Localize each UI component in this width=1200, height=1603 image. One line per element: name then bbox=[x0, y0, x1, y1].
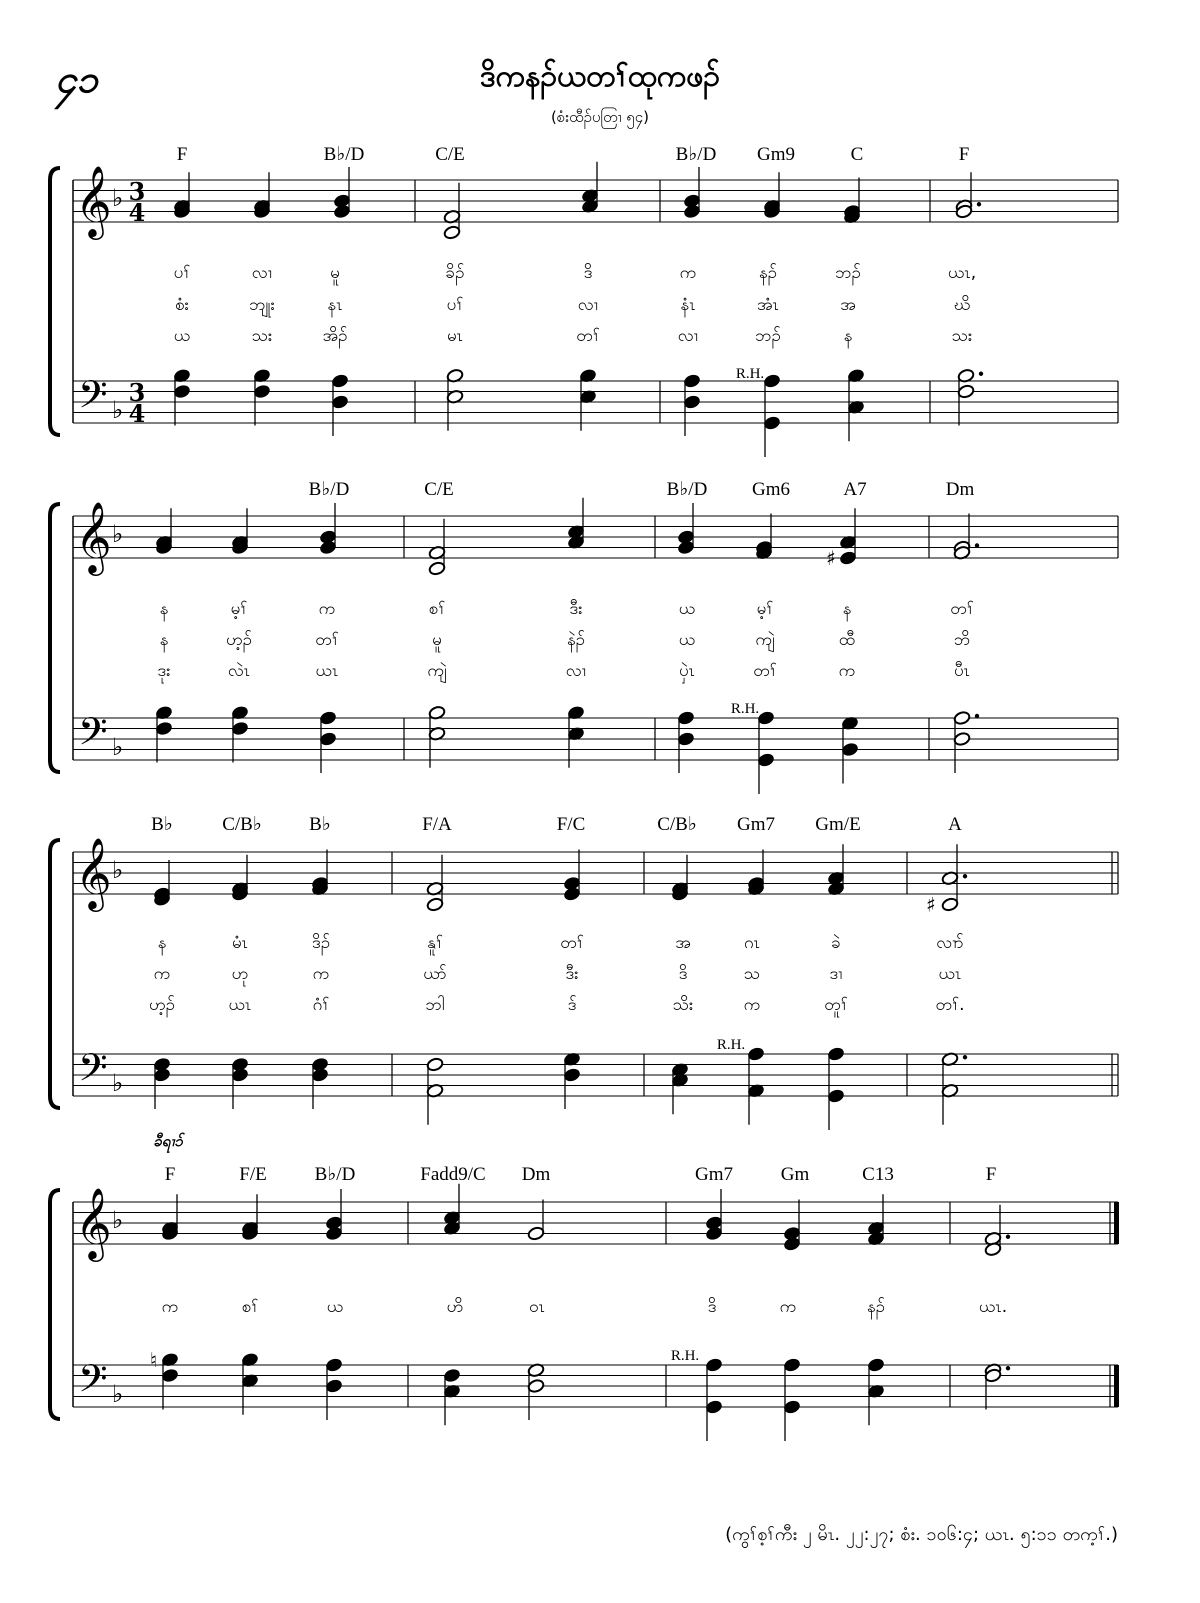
lyric-syllable: ဟု bbox=[231, 964, 249, 984]
lyric-syllable: ကျဲ bbox=[755, 630, 775, 650]
chord-symbol: C bbox=[850, 144, 864, 165]
lyric-syllable: န bbox=[157, 933, 167, 953]
bass-clef-icon: 𝄢 bbox=[78, 709, 108, 763]
lyric-syllable: အ bbox=[675, 933, 691, 953]
lyric-syllable: လၢာ် bbox=[936, 933, 964, 953]
chord-symbol: B♭/D bbox=[675, 144, 717, 165]
chord-symbol: F bbox=[958, 144, 970, 165]
lyric-syllable: က bbox=[161, 1297, 179, 1317]
natural-icon: ♮ bbox=[150, 1347, 158, 1372]
system-bracket bbox=[50, 504, 60, 772]
treble-clef-icon: 𝄞 bbox=[75, 500, 112, 573]
lyric-syllable: ဒုး bbox=[157, 661, 171, 681]
lyric-syllable: မၤ bbox=[446, 326, 464, 346]
chord-symbol: B♭ bbox=[309, 814, 331, 835]
dot bbox=[975, 714, 979, 718]
lyric-syllable: ဟ့ၣ် bbox=[225, 630, 253, 650]
treble-clef-icon: 𝄞 bbox=[75, 164, 112, 237]
notehead bbox=[677, 731, 695, 746]
lyric-syllable: ဂၤ bbox=[743, 933, 761, 953]
key-signature-flat-icon: ♭ bbox=[112, 1069, 124, 1097]
lyric-syllable: နၣ် bbox=[758, 263, 778, 283]
notehead bbox=[173, 384, 191, 399]
lyric-syllable: ယၤ. bbox=[978, 1297, 1008, 1317]
chord-symbol: C/E bbox=[424, 479, 454, 500]
chord-symbol: B♭/D bbox=[666, 479, 708, 500]
dot bbox=[1006, 1235, 1010, 1239]
dot bbox=[1006, 1366, 1010, 1370]
time-signature-bottom: 4 bbox=[128, 198, 146, 227]
notehead bbox=[683, 204, 701, 219]
right-hand-marking: R.H. bbox=[730, 701, 760, 717]
notehead bbox=[325, 1226, 343, 1241]
notehead bbox=[747, 1046, 765, 1061]
lyric-syllable: မံၤ bbox=[231, 933, 249, 953]
chord-symbol: A7 bbox=[843, 479, 867, 500]
lyric-syllable: မ့ၢ် bbox=[230, 599, 248, 619]
notehead bbox=[527, 1378, 545, 1393]
notehead bbox=[333, 204, 351, 219]
lyric-syllable: လၢ bbox=[251, 263, 273, 283]
dot bbox=[963, 1055, 967, 1059]
chord-symbol: C/B♭ bbox=[657, 814, 697, 835]
key-signature-flat-icon: ♭ bbox=[112, 396, 124, 424]
notehead bbox=[677, 710, 695, 725]
notehead bbox=[763, 415, 781, 430]
lyric-syllable: တၢ်. bbox=[935, 995, 965, 1015]
lyric-syllable: ပီၤ bbox=[953, 661, 971, 681]
lyric-syllable: မူ bbox=[432, 630, 442, 650]
notehead bbox=[757, 752, 775, 767]
notehead bbox=[839, 550, 857, 565]
chord-symbol: Gm7 bbox=[737, 814, 775, 835]
right-hand-marking: R.H. bbox=[735, 366, 765, 382]
lyric-syllable: ဘျုး bbox=[249, 295, 275, 315]
chord-symbol: F bbox=[985, 1164, 997, 1185]
key-signature-flat-icon: ♭ bbox=[112, 856, 124, 884]
lyric-syllable: က bbox=[838, 661, 856, 681]
chord-symbol: C/E bbox=[435, 144, 465, 165]
hymn-title: ဒိကနၣ်ယတၢ်ထုကဖၣ် bbox=[479, 59, 721, 94]
lyric-syllable: နူၢ် bbox=[427, 933, 443, 953]
lyric-syllable: မူ bbox=[330, 263, 340, 283]
lyric-syllable: တၢ် bbox=[950, 599, 974, 619]
lyric-syllable: န bbox=[159, 599, 169, 619]
sharp-icon: ♯ bbox=[926, 892, 936, 917]
lyric-syllable: န bbox=[159, 630, 169, 650]
notehead bbox=[841, 742, 859, 757]
chord-symbol: Dm bbox=[945, 479, 975, 500]
chord-symbol: B♭/D bbox=[314, 1164, 356, 1185]
notehead bbox=[443, 1368, 461, 1383]
lyric-syllable: ဂံၢ် bbox=[312, 995, 330, 1015]
time-signature-top: 3 bbox=[128, 177, 146, 206]
notehead bbox=[953, 710, 971, 725]
bass-staff bbox=[73, 1054, 1118, 1096]
lyric-syllable: ဒ် bbox=[567, 995, 577, 1015]
lyric-syllable: ဒီး bbox=[565, 964, 579, 984]
dot bbox=[977, 202, 981, 206]
lyric-syllable: တၢ် bbox=[753, 661, 777, 681]
lyric-syllable: ပှဲၤ bbox=[678, 661, 696, 681]
right-hand-marking: R.H. bbox=[670, 1348, 700, 1364]
lyric-syllable: သး bbox=[951, 326, 973, 346]
chord-symbol: Gm6 bbox=[752, 479, 790, 500]
lyric-syllable: ဒၢ bbox=[829, 964, 843, 984]
final-barline bbox=[1114, 1365, 1119, 1407]
dot bbox=[963, 874, 967, 878]
notehead bbox=[253, 384, 271, 399]
right-hand-marking: R.H. bbox=[716, 1037, 746, 1053]
dot bbox=[975, 543, 979, 547]
lyric-syllable: လၢ bbox=[677, 326, 699, 346]
scripture-reference: (စံးထီၣ်ပတြၢ ၅၄) bbox=[550, 108, 650, 126]
notehead bbox=[563, 1067, 581, 1082]
chord-symbol: F/A bbox=[422, 814, 452, 835]
lyric-syllable: ယ bbox=[678, 630, 696, 650]
lyric-syllable: ဒိၣ် bbox=[311, 933, 331, 953]
lyric-syllable: ဒီး bbox=[569, 599, 583, 619]
notehead bbox=[331, 394, 349, 409]
chord-symbol: B♭/D bbox=[308, 479, 350, 500]
chord-symbol: Gm7 bbox=[695, 1164, 733, 1185]
lyric-syllable: ဘၣ် bbox=[835, 263, 861, 283]
chord-symbol: C/B♭ bbox=[222, 814, 262, 835]
notehead bbox=[827, 1088, 845, 1103]
lyric-syllable: ခဲ bbox=[831, 933, 841, 953]
lyric-syllable: အိၣ် bbox=[322, 326, 348, 346]
treble-clef-icon: 𝄞 bbox=[75, 836, 112, 909]
treble-staff bbox=[73, 1202, 1118, 1244]
lyric-syllable: ဟ့ၣ် bbox=[148, 995, 176, 1015]
lyric-syllable: ဃိ bbox=[953, 295, 971, 315]
lyric-syllable: သ bbox=[743, 964, 761, 984]
lyric-syllable: ဒိ bbox=[707, 1297, 717, 1317]
lyric-syllable: ပၢ် bbox=[446, 295, 464, 315]
lyric-syllable: န bbox=[842, 599, 852, 619]
notehead bbox=[155, 721, 173, 736]
bass-clef-icon: 𝄢 bbox=[78, 1045, 108, 1099]
lyric-syllable: တၢ် bbox=[576, 326, 600, 346]
lyric-syllable: နၣ် bbox=[866, 1297, 886, 1317]
chord-symbol: Dm bbox=[521, 1164, 551, 1185]
lyric-syllable: ဒိ bbox=[678, 964, 688, 984]
lyric-syllable: ဘိ bbox=[953, 630, 971, 650]
chord-symbol: F bbox=[176, 144, 188, 165]
lyric-syllable: ဒိ bbox=[583, 263, 593, 283]
dot bbox=[979, 372, 983, 376]
notehead bbox=[527, 1226, 545, 1241]
notehead bbox=[705, 1399, 723, 1414]
lyric-syllable: ယ bbox=[173, 326, 191, 346]
lyric-syllable: အ bbox=[840, 295, 856, 315]
lyric-syllable: စံး bbox=[175, 295, 189, 315]
key-signature-flat-icon: ♭ bbox=[112, 1206, 124, 1234]
lyric-syllable: ယ bbox=[326, 1297, 344, 1317]
chord-symbol: B♭/D bbox=[323, 144, 365, 165]
footer-citation: (ကွၢ်စ့ၢ်ကီး ၂ မိၤ. ၂၂:၂၇; စံး. ၁၀၆:၄; ယၤ. ၅:၁၁ တက့ၢ်.) bbox=[725, 1524, 1118, 1545]
lyric-syllable: စၢ် bbox=[241, 1297, 259, 1317]
lyric-syllable: က bbox=[679, 263, 697, 283]
notehead bbox=[783, 1236, 801, 1251]
notehead bbox=[683, 373, 701, 388]
lyric-syllable: ယ bbox=[678, 599, 696, 619]
lyric-syllable: ထီ bbox=[838, 630, 856, 650]
notehead bbox=[319, 710, 337, 725]
lyric-syllable: ပၢ် bbox=[173, 263, 191, 283]
notehead bbox=[319, 731, 337, 746]
lyric-syllable: ဘါ bbox=[425, 995, 445, 1015]
chord-symbol: A bbox=[948, 814, 962, 835]
key-signature-flat-icon: ♭ bbox=[112, 1380, 124, 1408]
lyric-syllable: က bbox=[153, 964, 171, 984]
lyric-syllable: ဘၣ် bbox=[755, 326, 781, 346]
lyric-syllable: က bbox=[318, 599, 336, 619]
treble-staff bbox=[73, 852, 1118, 894]
sharp-icon: ♯ bbox=[826, 546, 836, 570]
lyric-syllable: မ့ၢ် bbox=[756, 599, 774, 619]
notehead bbox=[677, 540, 695, 555]
time-signature-top: 3 bbox=[128, 378, 146, 407]
notehead bbox=[563, 886, 581, 901]
notehead bbox=[783, 1399, 801, 1414]
lyric-syllable: က bbox=[779, 1297, 797, 1317]
notehead bbox=[941, 897, 959, 912]
notehead bbox=[153, 1067, 171, 1082]
lyric-syllable: စၢ် bbox=[428, 599, 446, 619]
final-barline bbox=[1114, 1202, 1119, 1244]
notehead bbox=[325, 1378, 343, 1393]
notehead bbox=[827, 1046, 845, 1061]
notehead bbox=[161, 1368, 179, 1383]
lyric-syllable: နဲၣ် bbox=[566, 630, 586, 650]
lyric-syllable: နံၤ bbox=[680, 295, 696, 315]
notehead bbox=[683, 394, 701, 409]
notehead bbox=[231, 721, 249, 736]
lyric-syllable: တၢ် bbox=[560, 933, 584, 953]
system-bracket bbox=[50, 168, 60, 435]
lyric-syllable: လၢ bbox=[577, 295, 599, 315]
chord-symbol: F/E bbox=[239, 1164, 267, 1185]
page-number: ၄၁ bbox=[55, 57, 98, 101]
notehead bbox=[705, 1226, 723, 1241]
refrain-label: ခီရၢၥ် bbox=[153, 1132, 183, 1150]
lyric-syllable: ယာ် bbox=[423, 964, 447, 984]
lyric-syllable: ယၤ bbox=[938, 964, 962, 984]
notehead bbox=[325, 1357, 343, 1372]
lyric-syllable: ယၤ, bbox=[947, 263, 977, 283]
lyric-syllable: န bbox=[843, 326, 853, 346]
notehead bbox=[428, 561, 446, 576]
key-signature-flat-icon: ♭ bbox=[112, 184, 124, 212]
lyric-syllable: သိး bbox=[672, 995, 694, 1015]
system-bracket bbox=[50, 1190, 60, 1419]
lyric-syllable: ဟိ bbox=[446, 1297, 464, 1317]
bass-staff bbox=[73, 1365, 1118, 1407]
lyric-syllable: ခိၣ် bbox=[445, 263, 465, 283]
lyric-syllable: က bbox=[743, 995, 761, 1015]
lyric-syllable: ကျဲ bbox=[427, 661, 447, 681]
notehead bbox=[426, 1057, 444, 1072]
lyric-syllable: လဲၤ bbox=[227, 661, 251, 681]
chord-symbol: C13 bbox=[862, 1164, 894, 1185]
chord-symbol: Gm bbox=[780, 1164, 810, 1185]
treble-clef-icon: 𝄞 bbox=[75, 1186, 112, 1259]
lyric-syllable: သး bbox=[251, 326, 273, 346]
notehead bbox=[705, 1357, 723, 1372]
key-signature-flat-icon: ♭ bbox=[112, 733, 124, 761]
chord-symbol: Fadd9/C bbox=[420, 1164, 486, 1185]
lyric-syllable: လၢ bbox=[565, 661, 587, 681]
chord-symbol: B♭ bbox=[151, 814, 173, 835]
notehead bbox=[426, 897, 444, 912]
notehead bbox=[763, 373, 781, 388]
notehead bbox=[953, 731, 971, 746]
lyric-syllable: အံၤ bbox=[757, 295, 779, 315]
lyric-syllable: ယၤ bbox=[315, 661, 339, 681]
notehead bbox=[319, 540, 337, 555]
chord-symbol: F bbox=[164, 1164, 176, 1185]
notehead bbox=[443, 225, 461, 240]
notehead bbox=[331, 373, 349, 388]
key-signature-flat-icon: ♭ bbox=[112, 520, 124, 548]
notehead bbox=[231, 1067, 249, 1082]
bass-clef-icon: 𝄢 bbox=[78, 372, 108, 426]
lyric-syllable: က bbox=[312, 964, 330, 984]
system-bracket bbox=[50, 840, 60, 1108]
notehead bbox=[957, 384, 975, 399]
chord-symbol: F/C bbox=[556, 814, 586, 835]
lyric-syllable: နၤ bbox=[327, 295, 343, 315]
lyric-syllable: တၢ် bbox=[315, 630, 339, 650]
lyric-syllable: ယၤ bbox=[228, 995, 252, 1015]
time-signature-bottom: 4 bbox=[128, 399, 146, 428]
chord-symbol: Gm/E bbox=[815, 814, 861, 835]
notehead bbox=[783, 1357, 801, 1372]
notehead bbox=[757, 710, 775, 725]
lyric-syllable: ဝၤ bbox=[529, 1297, 545, 1317]
notehead bbox=[311, 1067, 329, 1082]
chord-symbol: Gm9 bbox=[757, 144, 795, 165]
lyric-syllable: တူၢ် bbox=[824, 995, 848, 1015]
notehead bbox=[867, 1357, 885, 1372]
bass-clef-icon: 𝄢 bbox=[78, 1356, 108, 1410]
